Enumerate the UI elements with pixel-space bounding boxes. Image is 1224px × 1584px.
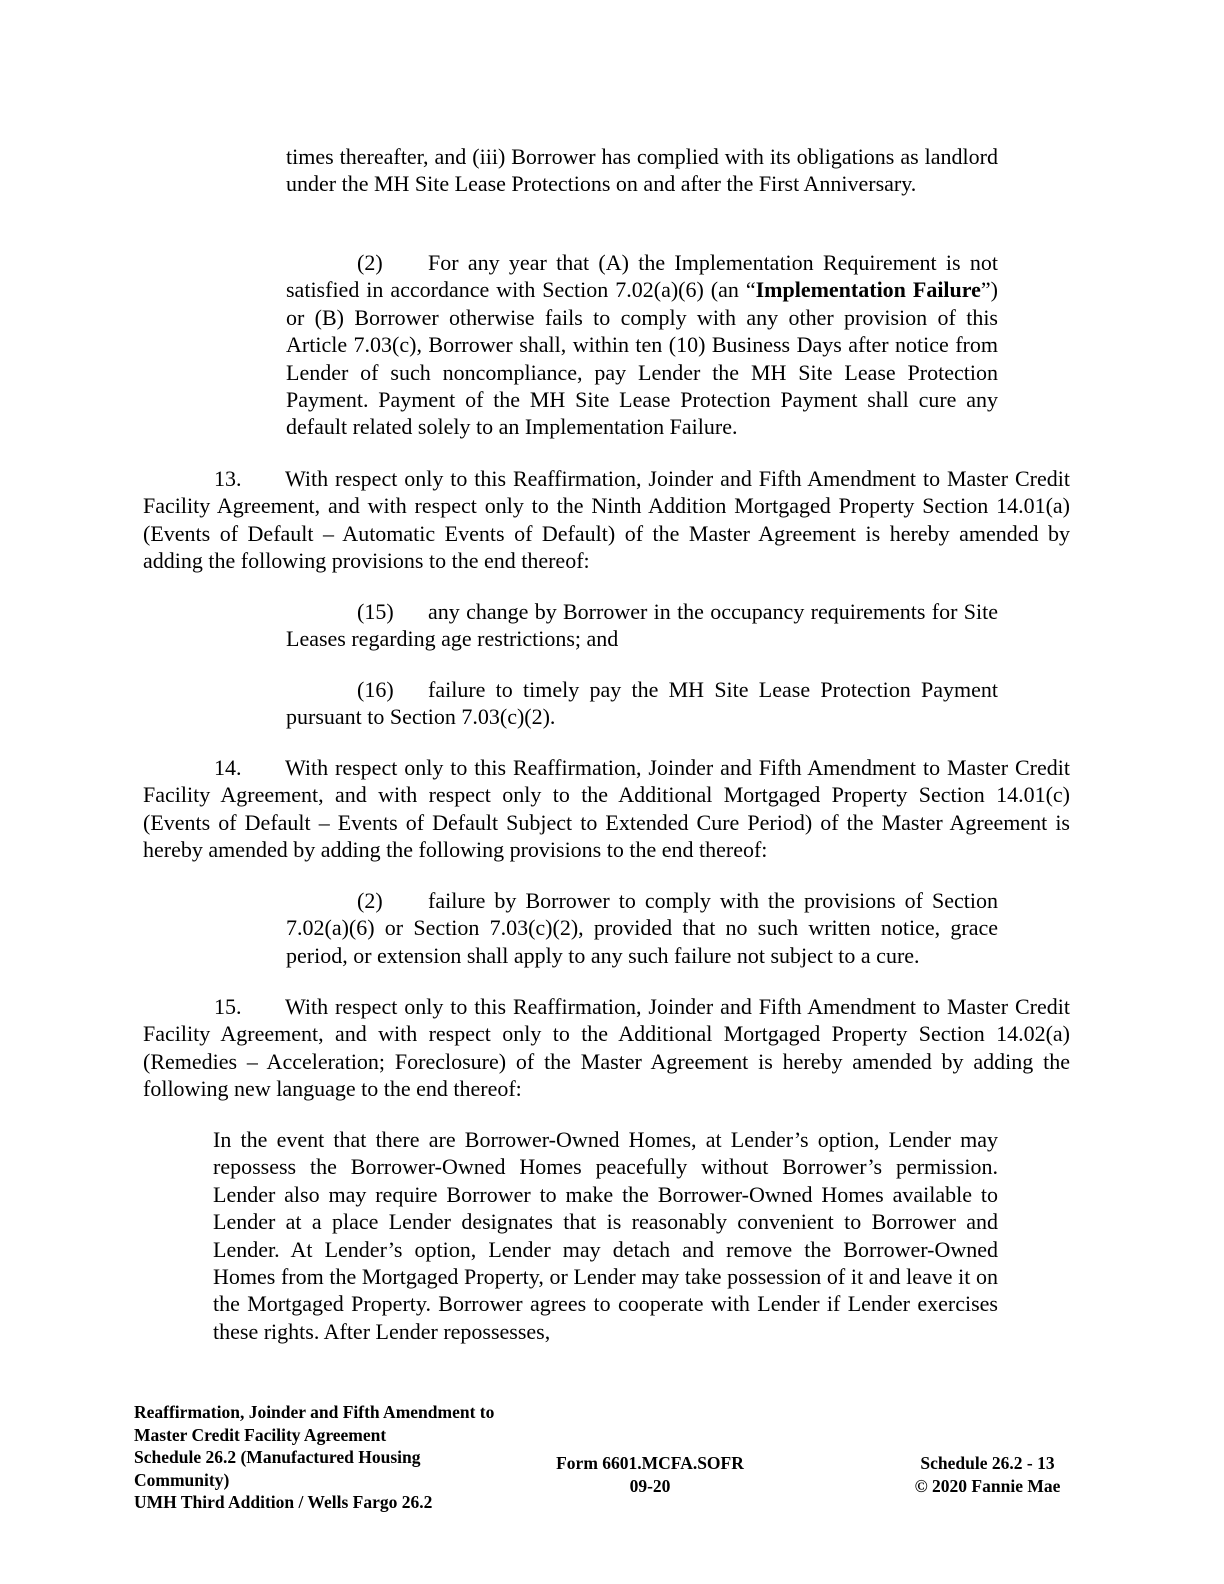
footer-line: Schedule 26.2 - 13 [920,1453,1055,1473]
footer-line: Schedule 26.2 (Manufactured Housing [134,1447,421,1468]
subparagraph-number: (16) [357,677,394,702]
footer-line: Form 6601.MCFA.SOFR [556,1453,744,1473]
section-number: 15. [214,994,242,1019]
footer-form-number [520,1452,780,1497]
footer-line: Master Credit Facility Agreement [134,1424,387,1445]
subparagraph-16 [286,676,998,731]
subparagraph-text: (2) For any year that (A) the Implementation Requirement is not satisfied in accordance with Section 7.02(a)(6) (an “Implementation Failure”) or (B) Borrower otherwise fails to comply with any other provision of this Article 7.03(c), Borrower shall, within ten (10) Business Days after notice from Lender of such noncompliance, pay Lender the MH Site Lease Protection Payment. Payment of the MH Site Lease Protection Payment shall cure any default related solely to an Implementation Failure. [286,250,999,440]
paragraph-continuation [286,143,998,198]
subparagraph-text: (15) any change by Borrower in the occupancy requirements for Site Leases regarding age restrictions; and [286,599,998,652]
section-text: 14. With respect only to this Reaffirmation, Joinder and Fifth Amendment to Master Credit Facility Agreement, and with respect only to the Additional Mortgaged Property Section 14.01(c) (Events of Default – Events of Default Subject to Extended Cure Period) of the Master Agreement is hereby amended by adding the following provisions to the end thereof: [143,755,1070,863]
footer-line: © 2020 Fannie Mae [914,1475,1061,1496]
section-14 [143,754,1070,864]
section-number: 13. [214,466,242,491]
footer-line: 09-20 [629,1475,671,1496]
footer-line: Reaffirmation, Joinder and Fifth Amendment to [134,1402,495,1422]
subparagraph-2b [286,887,998,969]
block-quote [213,1126,998,1345]
section-text: 13. With respect only to this Reaffirmation, Joinder and Fifth Amendment to Master Credit Facility Agreement, and with respect only to the Ninth Addition Mortgaged Property Section 14.01(a) (Events of Default – Automatic Events of Default) of the Master Agreement is hereby amended by adding the following provisions to the end thereof: [143,466,1070,574]
subparagraph-number: (2) [357,250,383,275]
subparagraph-2 [286,249,998,441]
footer-line: Community) [134,1469,230,1490]
paragraph-text: times thereafter, and (iii) Borrower has complied with its obligations as landlord under the MH Site Lease Protections on and after the First Anniversary. [286,144,998,197]
subparagraph-number: (2) [357,888,383,913]
footer-line: UMH Third Addition / Wells Fargo 26.2 [134,1492,433,1513]
subparagraph-text: (16) failure to timely pay the MH Site Lease Protection Payment pursuant to Section 7.03(c)(2). [286,677,998,730]
subparagraph-text: (2) failure by Borrower to comply with the provisions of Section 7.02(a)(6) or Section 7.03(c)(2), provided that no such written notice, grace period, or extension shall apply to any such failure not subject to a cure. [286,888,998,968]
footer-document-title [134,1401,564,1514]
subparagraph-number: (15) [357,599,394,624]
footer-page-number [880,1452,1095,1497]
quote-text: In the event that there are Borrower-Owned Homes, at Lender’s option, Lender may repossess the Borrower-Owned Homes peacefully without Borrower’s permission. Lender also may require Borrower to make the Borrower-Owned Homes available to Lender at a place Lender designates that is reasonably convenient to Borrower and Lender. At Lender’s option, Lender may detach and remove the Borrower-Owned Homes from the Mortgaged Property, or Lender may take possession of it and leave it on the Mortgaged Property. Borrower agrees to cooperate with Lender if Lender exercises these rights. After Lender repossesses, [213,1127,998,1344]
section-15 [143,993,1070,1103]
section-number: 14. [214,755,242,780]
section-13 [143,465,1070,575]
section-text: 15. With respect only to this Reaffirmation, Joinder and Fifth Amendment to Master Credit Facility Agreement, and with respect only to the Additional Mortgaged Property Section 14.02(a) (Remedies – Acceleration; Foreclosure) of the Master Agreement is hereby amended by adding the following new language to the end thereof: [143,994,1070,1102]
subparagraph-15 [286,598,998,653]
defined-term: Implementation Failure [755,277,981,303]
